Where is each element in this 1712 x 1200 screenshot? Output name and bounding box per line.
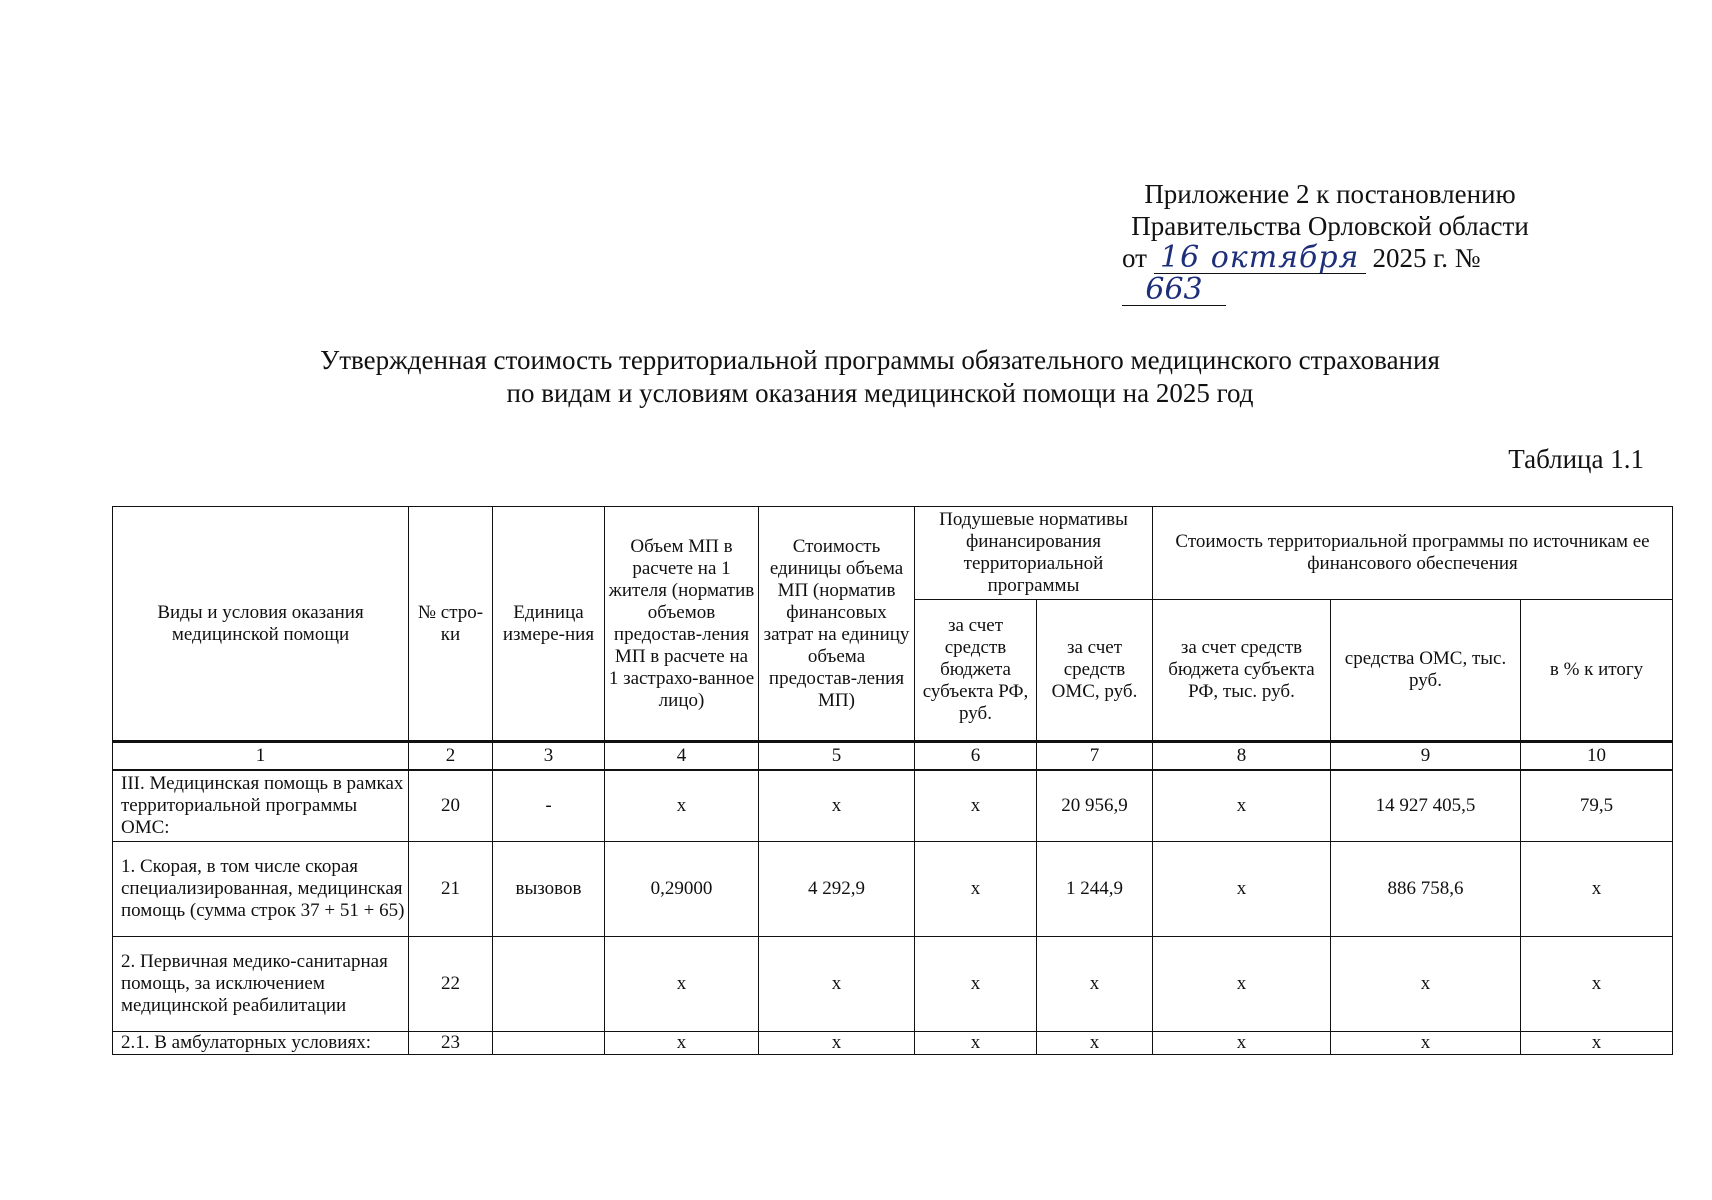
header-oms-thousand: средства ОМС, тыс. руб.: [1331, 600, 1521, 742]
column-number: 4: [605, 742, 759, 771]
table-row: [113, 770, 1673, 842]
header-unit-cost: Стоимость единицы объема МП (норматив финансовых затрат на единицу объема предостав-ления МП): [759, 507, 915, 742]
row-percent: х: [1521, 937, 1673, 1032]
header-budget-rub: за счет средств бюджета субъекта РФ, руб.: [915, 600, 1037, 742]
row-unit: вызовов: [493, 842, 605, 937]
row-name: 1. Скорая, в том числе скорая специализированная, медицинская помощь (сумма строк 37 + 51 + 65): [113, 842, 409, 937]
year-number-text: 2025 г. №: [1372, 243, 1481, 273]
row-unit-cost: 4 292,9: [759, 842, 915, 937]
number-signature: 663: [1122, 275, 1226, 306]
row-budget-rub: х: [915, 842, 1037, 937]
cost-table: [112, 506, 1673, 1055]
row-unit-cost: х: [759, 1032, 915, 1055]
header-budget-thousand: за счет средств бюджета субъекта РФ, тыс. руб.: [1153, 600, 1331, 742]
column-number: 5: [759, 742, 915, 771]
column-number: 2: [409, 742, 493, 771]
header-percent: в % к итогу: [1521, 600, 1673, 742]
row-oms-thousand: 14 927 405,5: [1331, 770, 1521, 842]
row-budget-thousand: х: [1153, 1032, 1331, 1055]
header-types: Виды и условия оказания медицинской помощи: [113, 507, 409, 742]
row-unit: [493, 937, 605, 1032]
appendix-date-line: [1080, 242, 1580, 306]
row-volume: х: [605, 770, 759, 842]
document-title: [180, 344, 1580, 410]
column-number: 1: [113, 742, 409, 771]
from-prefix: от: [1122, 243, 1147, 273]
header-unit: Единица измере-ния: [493, 507, 605, 742]
row-oms-rub: 1 244,9: [1037, 842, 1153, 937]
table-row: [113, 937, 1673, 1032]
column-number-row: [113, 742, 1673, 771]
document-title-line-2: по видам и условиям оказания медицинской помощи на 2025 год: [506, 378, 1254, 408]
row-number: 20: [409, 770, 493, 842]
row-volume: х: [605, 937, 759, 1032]
row-number: 22: [409, 937, 493, 1032]
row-name: 2. Первичная медико-санитарная помощь, за исключением медицинской реабилитации: [113, 937, 409, 1032]
row-percent: 79,5: [1521, 770, 1673, 842]
row-unit: -: [493, 770, 605, 842]
column-number: 10: [1521, 742, 1673, 771]
date-signature: 16 октября: [1154, 243, 1366, 274]
row-name: III. Медицинская помощь в рамках территориальной программы ОМС:: [113, 770, 409, 842]
table-row: [113, 842, 1673, 937]
row-budget-thousand: х: [1153, 770, 1331, 842]
row-name: 2.1. В амбулаторных условиях:: [113, 1032, 409, 1055]
column-number: 3: [493, 742, 605, 771]
column-number: 8: [1153, 742, 1331, 771]
row-number: 21: [409, 842, 493, 937]
row-volume: х: [605, 1032, 759, 1055]
row-oms-thousand: х: [1331, 1032, 1521, 1055]
row-percent: х: [1521, 1032, 1673, 1055]
row-oms-rub: 20 956,9: [1037, 770, 1153, 842]
table-row: [113, 1032, 1673, 1055]
row-budget-rub: х: [915, 937, 1037, 1032]
appendix-block: [1080, 178, 1580, 306]
appendix-line-1: Приложение 2 к постановлению: [1144, 179, 1516, 209]
column-number: 6: [915, 742, 1037, 771]
row-budget-thousand: х: [1153, 842, 1331, 937]
row-unit-cost: х: [759, 770, 915, 842]
row-budget-rub: х: [915, 1032, 1037, 1055]
row-oms-rub: х: [1037, 937, 1153, 1032]
row-unit-cost: х: [759, 937, 915, 1032]
document-title-line-1: Утвержденная стоимость территориальной программы обязательного медицинского страхования: [320, 345, 1440, 375]
header-row-1: [113, 507, 1673, 600]
row-number: 23: [409, 1032, 493, 1055]
column-number: 9: [1331, 742, 1521, 771]
row-oms-rub: х: [1037, 1032, 1153, 1055]
row-budget-rub: х: [915, 770, 1037, 842]
row-budget-thousand: х: [1153, 937, 1331, 1032]
column-number: 7: [1037, 742, 1153, 771]
appendix-line-2: Правительства Орловской области: [1131, 211, 1529, 241]
header-volume: Объем МП в расчете на 1 жителя (норматив объемов предостав-ления МП в расчете на 1 застрахо-ванное лицо): [605, 507, 759, 742]
header-oms-rub: за счет средств ОМС, руб.: [1037, 600, 1153, 742]
row-unit: [493, 1032, 605, 1055]
row-percent: х: [1521, 842, 1673, 937]
row-oms-thousand: 886 758,6: [1331, 842, 1521, 937]
row-oms-thousand: х: [1331, 937, 1521, 1032]
table-label: Таблица 1.1: [1508, 444, 1644, 474]
header-row-no: № стро-ки: [409, 507, 493, 742]
header-per-capita-group: Подушевые нормативы финансирования территориальной программы: [915, 507, 1153, 600]
header-program-cost-group: Стоимость территориальной программы по источникам ее финансового обеспечения: [1153, 507, 1673, 600]
row-volume: 0,29000: [605, 842, 759, 937]
